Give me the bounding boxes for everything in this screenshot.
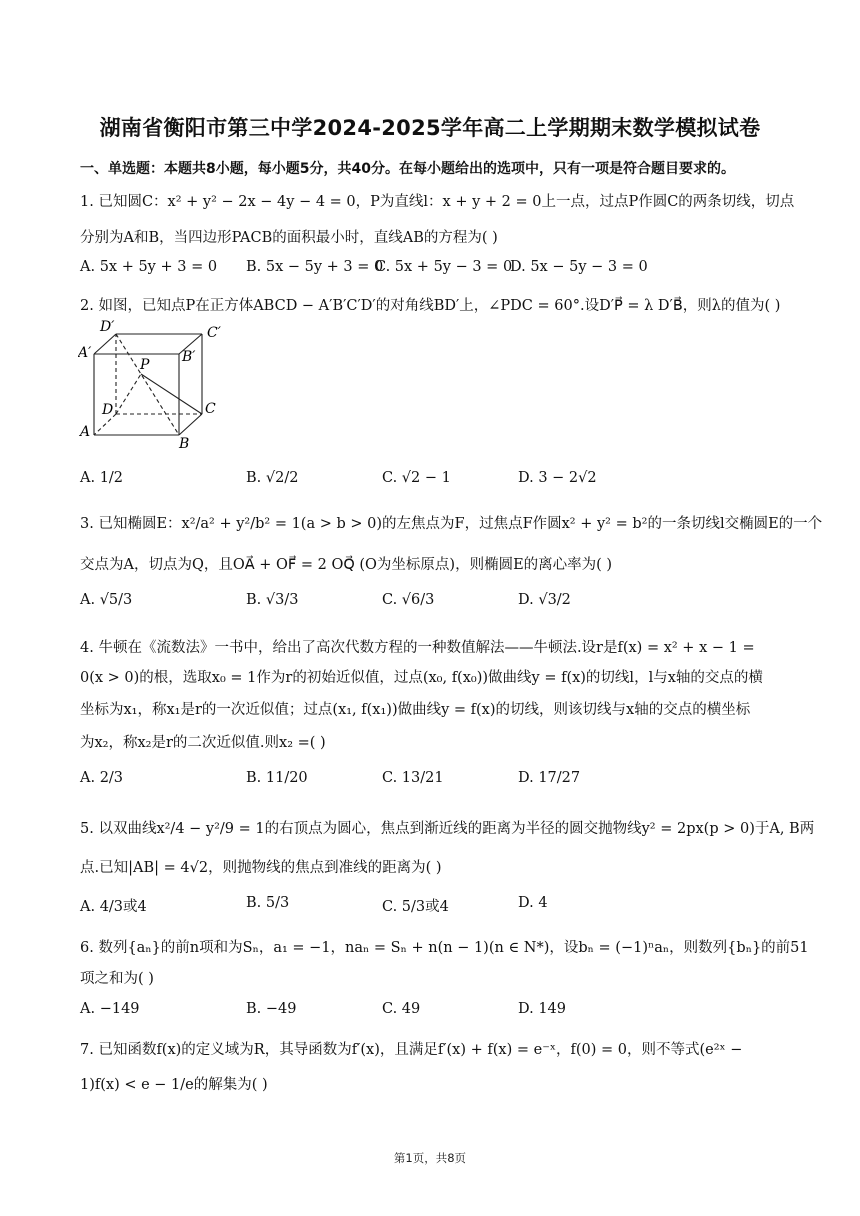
option-c: C. 49 bbox=[382, 1001, 421, 1017]
question-3-options bbox=[80, 592, 800, 614]
question-7-line-2: 1)f(x) < e − 1/e的解集为( ) bbox=[80, 1077, 268, 1093]
edge-c-b bbox=[179, 414, 202, 435]
question-4-line-2: 0(x > 0)的根，选取x₀ = 1作为r的初始近似值，过点(x₀, f(x₀))做曲线y = f(x)的切线l，l与x轴的交点的横 bbox=[80, 670, 763, 686]
question-4-line-1: 4. 牛顿在《流数法》一书中，给出了高次代数方程的一种数值解法——牛顿法.设r是f(x) = x² + x − 1 = bbox=[80, 640, 755, 656]
label-cprime: C′ bbox=[207, 325, 221, 341]
option-b: B. 11/20 bbox=[246, 770, 308, 786]
option-a: A. −149 bbox=[80, 1001, 140, 1017]
diagonal-dprime-b bbox=[116, 334, 179, 435]
option-b: B. √2/2 bbox=[246, 470, 299, 486]
option-b: B. 5/3 bbox=[246, 895, 290, 911]
option-d: D. 4 bbox=[518, 895, 548, 911]
label-bprime: B′ bbox=[182, 349, 196, 365]
question-1-line-2: 分别为A和B，当四边形PACB的面积最小时，直线AB的方程为( ) bbox=[80, 230, 498, 246]
question-4-line-4: 为x₂，称x₂是r的二次近似值.则x₂ =( ) bbox=[80, 735, 326, 751]
cube-figure bbox=[78, 318, 238, 452]
question-6-options bbox=[80, 1001, 800, 1023]
option-d: D. 5x − 5y − 3 = 0 bbox=[510, 259, 648, 275]
question-1-line-1: 1. 已知圆C：x² + y² − 2x − 4y − 4 = 0，P为直线l：x + y + 2 = 0上一点，过点P作圆C的两条切线，切点 bbox=[80, 194, 795, 210]
question-4-line-3: 坐标为x₁，称x₁是r的一次近似值；过点(x₁, f(x₁))做曲线y = f(x)的切线，则该切线与x轴的交点的横坐标 bbox=[80, 702, 751, 718]
option-a: A. 2/3 bbox=[80, 770, 124, 786]
question-5-line-2: 点.已知|AB| = 4√2，则抛物线的焦点到准线的距离为( ) bbox=[80, 860, 442, 876]
label-b: B bbox=[179, 436, 190, 452]
section-header: 一、单选题：本题共8小题，每小题5分，共40分。在每小题给出的选项中，只有一项是符合题目要求的。 bbox=[80, 161, 735, 177]
option-b: B. 5x − 5y + 3 = 0 bbox=[246, 259, 384, 275]
label-dprime: D′ bbox=[100, 319, 115, 335]
question-3-line-1: 3. 已知椭圆E：x²/a² + y²/b² = 1(a > b > 0)的左焦点为F，过焦点F作圆x² + y² = b²的一条切线l交椭圆E的一个 bbox=[80, 516, 823, 532]
question-7-line-1: 7. 已知函数f(x)的定义域为R，其导函数为f′(x)，且满足f′(x) + f(x) = e⁻ˣ，f(0) = 0，则不等式(e²ˣ − bbox=[80, 1042, 743, 1058]
page-footer: 第1页，共8页 bbox=[393, 1151, 467, 1165]
page-title: 湖南省衡阳市第三中学2024-2025学年高二上学期期末数学模拟试卷 bbox=[99, 116, 761, 140]
question-4-options bbox=[80, 770, 800, 792]
option-d: D. 3 − 2√2 bbox=[518, 470, 597, 486]
option-c: C. 5x + 5y − 3 = 0 bbox=[375, 259, 513, 275]
option-a: A. 4/3或4 bbox=[80, 899, 147, 915]
label-p: P bbox=[140, 357, 150, 373]
option-a: A. 1/2 bbox=[80, 470, 124, 486]
question-2-line-1: 2. 如图，已知点P在正方体ABCD − A′B′C′D′的对角线BD′上，∠PDC = 60°.设D′P⃗ = λ D′B⃗，则λ的值为( ) bbox=[80, 298, 781, 314]
label-a: A bbox=[80, 424, 91, 440]
question-5-line-1: 5. 以双曲线x²/4 − y²/9 = 1的右顶点为圆心，焦点到渐近线的距离为半径的圆交抛物线y² = 2px(p > 0)于A, B两 bbox=[80, 821, 815, 837]
segment-d-p bbox=[116, 374, 141, 414]
option-d: D. √3/2 bbox=[518, 592, 571, 608]
question-6-line-2: 项之和为( ) bbox=[80, 971, 154, 987]
option-c: C. √2 − 1 bbox=[382, 470, 451, 486]
segment-p-c bbox=[141, 374, 202, 414]
option-d: D. 17/27 bbox=[518, 770, 581, 786]
option-a: A. 5x + 5y + 3 = 0 bbox=[80, 259, 218, 275]
label-d: D bbox=[102, 402, 114, 418]
option-c: C. 5/3或4 bbox=[382, 899, 449, 915]
label-c: C bbox=[205, 401, 216, 417]
label-aprime: A′ bbox=[78, 345, 92, 361]
option-d: D. 149 bbox=[518, 1001, 567, 1017]
question-5-options bbox=[80, 895, 800, 917]
option-b: B. √3/3 bbox=[246, 592, 299, 608]
option-c: C. 13/21 bbox=[382, 770, 444, 786]
question-2-options bbox=[80, 470, 800, 492]
question-3-line-2: 交点为A，切点为Q，且OA⃗ + OF⃗ = 2 OQ⃗ (O为坐标原点)，则椭圆E的离心率为( ) bbox=[80, 557, 613, 573]
option-a: A. √5/3 bbox=[80, 592, 133, 608]
option-b: B. −49 bbox=[246, 1001, 297, 1017]
edge-aprime-dprime bbox=[94, 334, 116, 354]
option-c: C. √6/3 bbox=[382, 592, 435, 608]
question-6-line-1: 6. 数列{aₙ}的前n项和为Sₙ，a₁ = −1，naₙ = Sₙ + n(n − 1)(n ∈ N*)，设bₙ = (−1)ⁿaₙ，则数列{bₙ}的前51 bbox=[80, 940, 809, 956]
question-1-options bbox=[80, 259, 800, 281]
